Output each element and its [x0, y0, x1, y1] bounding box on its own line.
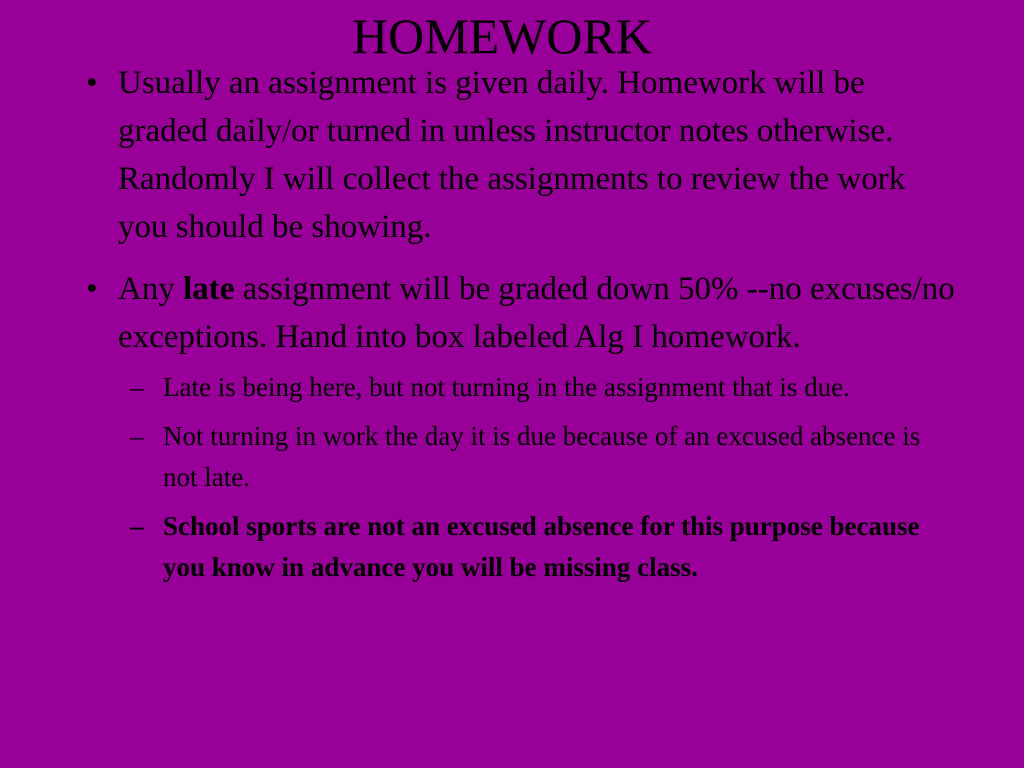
bullet-marker: •: [86, 65, 98, 101]
sub-bullet-marker: –: [130, 372, 144, 402]
sub-bullet-text: Not turning in work the day it is due because of an excused absence is not late.: [163, 421, 921, 492]
bullet-text: Usually an assignment is given daily. Homework will be graded daily/or turned in unless instructor notes otherwise. Randomly I will collect the assignments to review the work you should be showing.: [118, 65, 906, 245]
sub-bullet-text: School sports are not an excused absence for this purpose because you know in advance you will be missing class.: [163, 511, 920, 582]
bullet-marker: •: [86, 271, 98, 307]
sub-bullet-item-excused-absence: [118, 416, 956, 498]
sub-bullet-item-late-definition: [118, 367, 956, 408]
bullet-item-daily-assignment: [76, 59, 956, 251]
bullet-text-before: Any: [118, 271, 184, 307]
sub-bullet-item-school-sports: [118, 506, 956, 588]
sub-bullet-marker: –: [130, 511, 144, 541]
sub-bullet-marker: –: [130, 421, 144, 451]
sub-bullet-list: [118, 367, 956, 588]
bullet-text-after: assignment will be graded down 50% --no excuses/no exceptions. Hand into box labeled Alg I homework.: [118, 271, 955, 355]
bullet-emphasis-late: late: [183, 271, 235, 307]
slide-title: HOMEWORK: [352, 8, 652, 64]
bullet-item-late-policy: [76, 265, 956, 588]
sub-bullet-text: Late is being here, but not turning in the assignment that is due.: [163, 372, 850, 402]
bullet-list: [76, 59, 956, 602]
